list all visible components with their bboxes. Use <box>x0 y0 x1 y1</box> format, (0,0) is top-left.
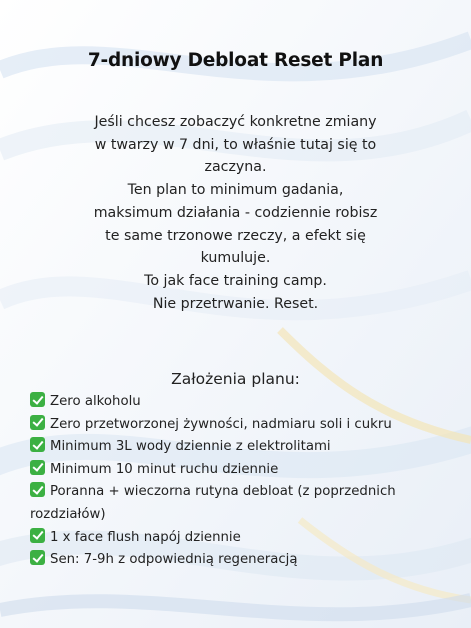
intro-line: Ten plan to minimum gadania, <box>127 182 344 199</box>
intro-line: Nie przetrwanie. Reset. <box>152 295 319 312</box>
check-mark-icon <box>30 415 45 430</box>
intro-line: kumuluje. <box>200 250 271 267</box>
check-mark-icon <box>30 528 45 543</box>
check-mark-icon <box>30 482 45 497</box>
list-item-text: Poranna + wieczorna rutyna debloat (z poprzednich rozdziałów) <box>30 484 396 522</box>
check-mark-icon <box>30 550 45 565</box>
list-item <box>30 414 450 437</box>
intro-line: zaczyna. <box>204 159 267 176</box>
check-mark-icon <box>30 392 45 407</box>
check-mark-icon <box>30 437 45 452</box>
assumptions-heading: Założenia planu: <box>171 370 300 388</box>
intro-line: w twarzy w 7 dni, to właśnie tutaj się to <box>94 136 377 153</box>
list-item <box>30 527 450 550</box>
intro-text <box>40 111 431 315</box>
list-item-text: Minimum 3L wody dziennie z elektrolitami <box>50 439 331 455</box>
check-mark-icon <box>30 460 45 475</box>
intro-line: To jak face training camp. <box>144 272 327 289</box>
list-item-text: Zero alkoholu <box>50 394 141 409</box>
intro-line: te same trzonowe rzeczy, a efekt się <box>105 227 366 244</box>
intro-line: Jeśli chcesz zobaczyć konkretne zmiany <box>94 114 377 130</box>
assumptions-list <box>30 391 450 572</box>
list-item <box>30 436 450 459</box>
list-item-text: Sen: 7-9h z odpowiednią regeneracją <box>50 552 298 568</box>
list-item-text: 1 x face flush napój dziennie <box>50 529 241 545</box>
list-item-text: Zero przetworzonej żywności, nadmiaru soli i cukru <box>50 416 392 432</box>
list-item-text: Minimum 10 minut ruchu dziennie <box>50 461 279 477</box>
list-item <box>30 391 450 414</box>
list-item <box>30 459 450 482</box>
page-title: 7-dniowy Debloat Reset Plan <box>87 50 384 71</box>
list-item <box>30 549 450 572</box>
intro-line: maksimum działania - codziennie robisz <box>93 204 378 221</box>
list-item <box>30 481 450 526</box>
